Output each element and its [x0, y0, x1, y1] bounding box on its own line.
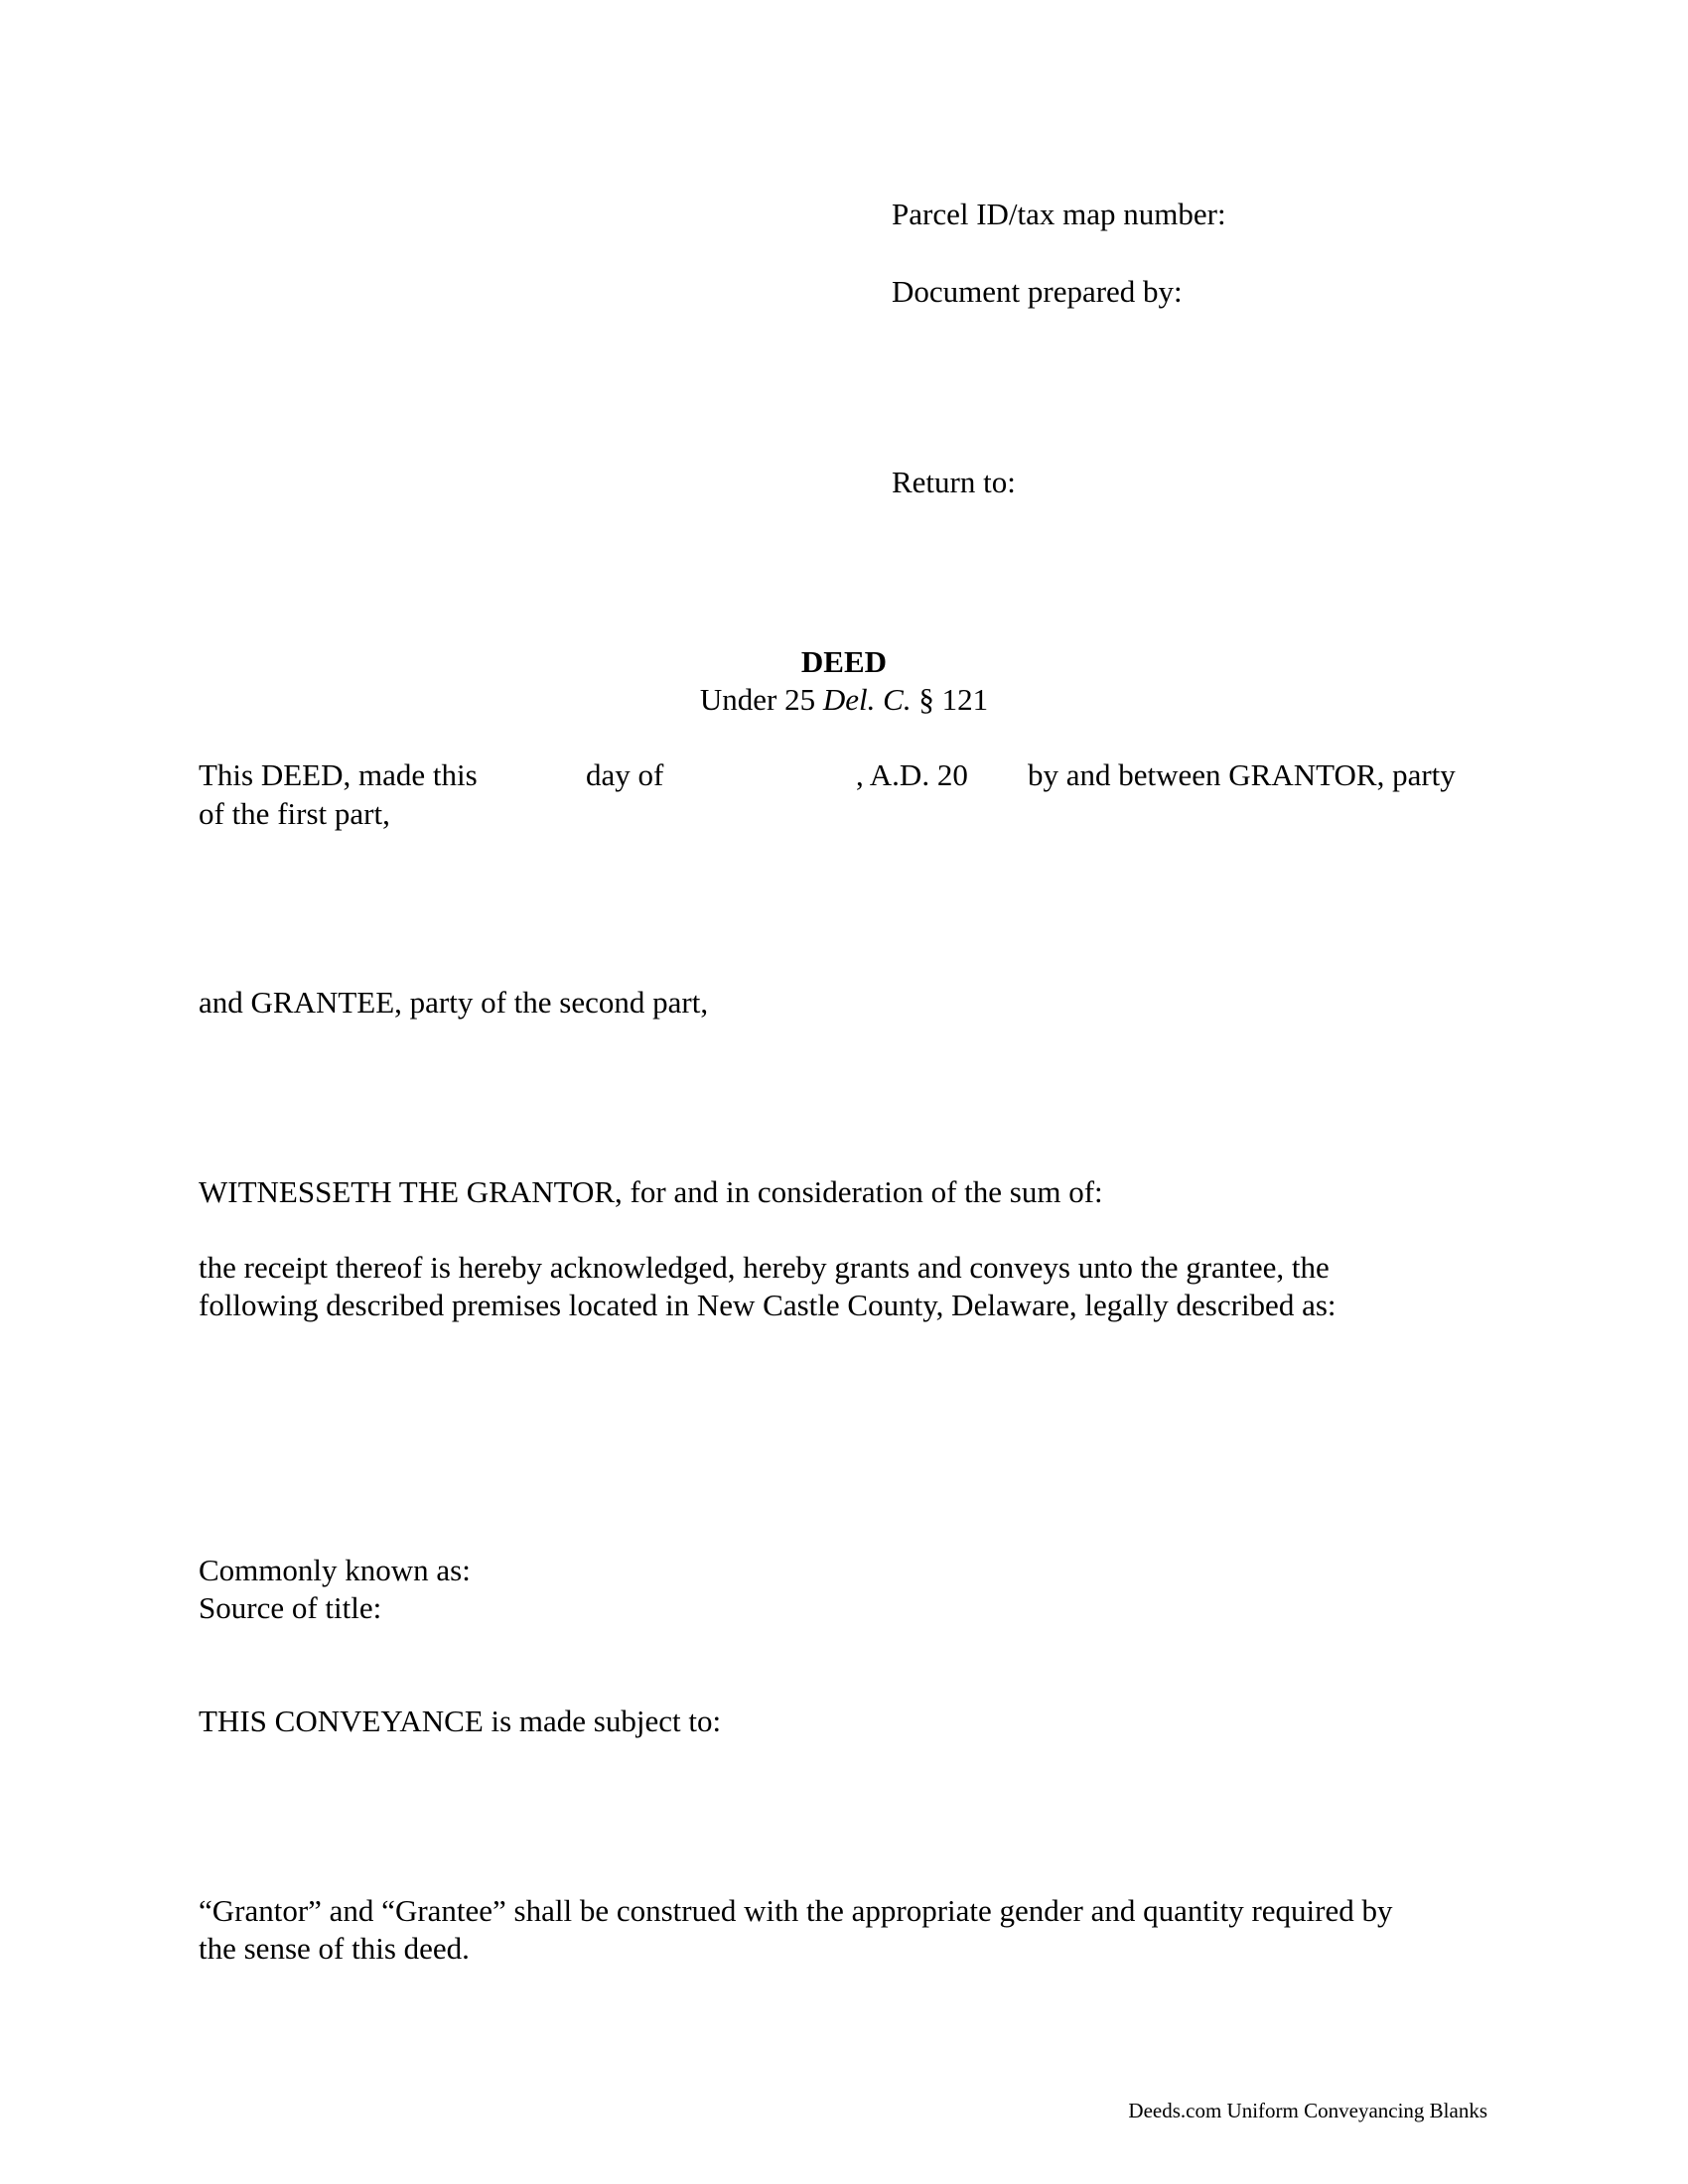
commonly-known-label: Commonly known as: [199, 1553, 471, 1587]
opening-by-and-between: by and between GRANTOR, party [1028, 757, 1456, 792]
footer-text: Deeds.com Uniform Conveyancing Blanks [1128, 2099, 1487, 2122]
receipt-line-1: the receipt thereof is hereby acknowledged, hereby grants and conveys unto the grantee, the [199, 1250, 1330, 1285]
opening-day-of: day of [586, 757, 664, 792]
grantee-clause: and GRANTEE, party of the second part, [199, 985, 709, 1020]
construed-line-1: “Grantor” and “Grantee” shall be construed with the appropriate gender and quantity required by [199, 1893, 1393, 1928]
parcel-id-label: Parcel ID/tax map number: [892, 197, 1226, 231]
opening-line-2: of the first part, [199, 796, 390, 831]
opening-line-1 [199, 755, 1489, 795]
return-to-label: Return to: [892, 465, 1016, 499]
source-of-title-label: Source of title: [199, 1590, 382, 1625]
opening-made-this: This DEED, made this [199, 757, 478, 792]
document-prepared-by-label: Document prepared by: [892, 274, 1183, 309]
receipt-line-2: following described premises located in New Castle County, Delaware, legally described as: [199, 1288, 1336, 1322]
subtitle-suffix: § 121 [911, 682, 989, 717]
subtitle-prefix: Under 25 [699, 682, 823, 717]
construed-line-2: the sense of this deed. [199, 1931, 470, 1966]
deed-title: DEED [800, 644, 888, 679]
deed-subtitle [0, 680, 1688, 720]
opening-ad-year: , A.D. 20 [856, 757, 968, 792]
subtitle-code: Del. C. [822, 682, 912, 717]
conveyance-subject-to: THIS CONVEYANCE is made subject to: [199, 1704, 722, 1738]
witnesseth-clause: WITNESSETH THE GRANTOR, for and in consideration of the sum of: [199, 1174, 1103, 1209]
